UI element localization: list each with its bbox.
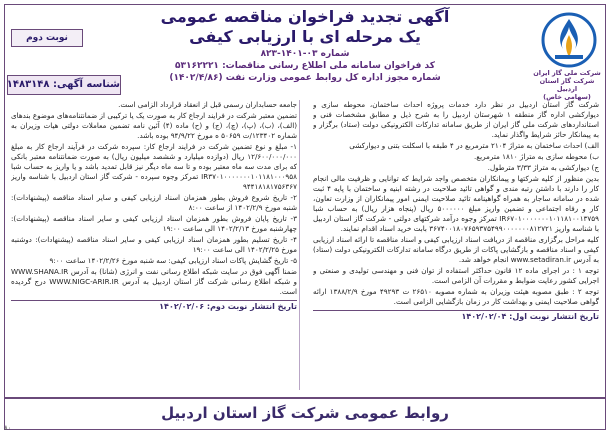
paragraph: ۵- تاریخ گشایش پاکات اسناد ارزیابی کیفی: سه شنبه مورخ ۱۴۰۲/۲/۲۶ ساعت ۹:۰۰ (49, 256, 297, 265)
paragraph: کلیه مراحل برگزاری مناقصه از دریافت اسناد ارزیابی کیفی و اسناد مناقصه تا ارائه اسناد ارزیابی کیفی و اسناد مناقصه و بازگشایی پاکات از طریق درگاه سامانه تدارکات الکترونیکی دولت (ستاد) به آدرس www.setadiran.ir انجام خواهد شد. (313, 235, 599, 264)
paragraph: ۴- تاریخ تسلیم بطور همزمان اسناد ارزیابی کیفی و سایر اسناد مناقصه (پیشنهادات): دوشنبه مورخ ۱۴۰۲/۲/۲۵ الی ساعت ۱۹:۰۰ (11, 235, 297, 254)
paragraph: توجه ۱ : در اجرای ماده ۱۲ قانون حداکثر استفاده از توان فنی و مهندسی تولیدی و صنعتی و اجرایی کشور رعایت ضوابط و مقررات آن الزامی است. (313, 266, 599, 285)
ad-title-line2: یک مرحله ای با ارزیابی کیفی (189, 27, 421, 46)
ad-footer (5, 397, 605, 429)
paragraph: بدین منظور از کلیه شرکتها و پیمانکاران متخصص واجد شرایط که توانایی و ظرفیت مالی انجام کار را دارند با داشتن رتبه مندی و گواهی تائید صلاحیت در رشته ابنیه و ساختمان با پایه ۴ ثبت شده در سامانه ساجار به همراه گواهینامه تائید صلاحیت ایمنی امور پیمانکاران از وزارت تعاون، کار و رفاه اجتماعی و تضمین واریز مبلغ ۵۰۰۰۰۰۰ ریال (پنجاه هزار ریال) به حساب شبا IR۶۷۰۱۰۰۰۰۰۰۰۱۰۱۱۸۱۰۰۱۳۷۵۹ تمرکز وجوه درآمد شرکتهای دولتی - شرکت گاز استان اردبیل با شناسه واریز ۳۶۷۴۰۰۱۸۰۷۶۵۹۳۷۵۴۹۹۰۰۰۰۰۰۰۸۱۲۷۲۱ بابت خرید اسناد اقدام نمایند. (313, 174, 599, 233)
first-publish-date: تاریخ انتشار نوبت اول: ۱۴۰۲/۰۲/۰۴ (313, 310, 599, 322)
paragraph: ۱- مبلغ و نوع تضمین شرکت در فرایند ارجاع کار: سپرده شرکت در فرآیند ارجاع کار به مبلغ ۱۲/۶۰۰/۰۰۰/۰۰۰ ریال (دوازده میلیارد و ششصد میلیون ریال) به صورت ضمانتنامه معتبر بانکی که برای مدت سه ماه معتبر بوده و تا سه ماه دیگر نیز قابل تمدید باشد و یا واریز به حساب شبا IR۳۷۰۱۰۰۰۰۰۰۰۱۰۱۱۸۱۰۰۰۹۵۸ تمرکز وجوه سپرده - شرکت گاز استان اردبیل با شناسه واریز ۹۴۴۱۸۱۸۱۷۵۶۳۶۷ (11, 142, 297, 191)
ad-title-line1: آگهی تجدید فراخوان مناقصه عمومی (160, 7, 450, 26)
right-column (313, 100, 599, 392)
column-divider (299, 100, 300, 390)
paragraph: الف) احداث ساختمان به متراژ ۲۱۰۴ مترمربع در ۴ طبقه با اسکلت بتنی و دیوارکشی (349, 141, 599, 150)
tender-number: شماره ۰۳-۱۴۰۱-۸۲۳ (260, 49, 350, 59)
paragraph: ۲- تاریخ شروع فروش بطور همزمان اسناد ارزیابی کیفی و سایر اسناد مناقصه (پیشنهادات): شنبه مورخ ۱۴۰۲/۲/۹ از ساعت ۸:۰۰ (11, 193, 297, 212)
paragraph: ضمنا آگهی فوق در سایت شبکه اطلاع رسانی نفت و انرژی (شانا) به آدرس WWW.SHANA.IR و شبکه اطلاع رسانی شرکت گاز استان اردبیل به آدرس WWW.NIGC-ARIR.IR درج گردیده است. (11, 267, 297, 296)
paragraph: ب) محوطه سازی به متراژ ۱۸۱۰ مترمربع. (473, 152, 599, 161)
left-column (11, 100, 297, 392)
paragraph: تضمین معتبر شرکت در فرایند ارجاع کار به صورت یک یا ترکیبی از ضمانتنامه‌های موضوع بندهای (الف)، (ب)، (پ)، (چ)، (ج) و (ح) ماده (۴) آئین نامه تضمین معاملات دولتی هیات وزیران به شماره ۱۲۳۴۰۲/ت ۵۰۶۵۹ ه مورخ ۹۴/۹/۲۲ بوده باشد. (11, 111, 297, 140)
setad-code: کد فراخوان سامانه ملی اطلاع رسانی مناقصات: ۵۳۱۶۲۲۲۱ (174, 61, 435, 71)
logo-caption-line2: شرکت گاز استان اردبیل (539, 77, 595, 93)
paragraph: شرکت گاز استان اردبیل در نظر دارد خدمات پروژه احداث ساختمان، محوطه سازی و دیوارکشی اداره گاز منطقه ۱ شهرستان اردبیل را به شرح ذیل و مطابق مشخصات فنی و استانداردهای شرکت ملی گاز ایران از طریق سامانه تدارکات الکترونیکی دولت (ستاد) برگزار و به پیمانکار حائز شرایط واگذار نماید. (313, 100, 599, 139)
page-number: ۸۰ (4, 424, 12, 432)
ad-id-box: شناسه آگهی: ۱۴۸۳۱۴۸ (7, 75, 121, 95)
second-publish-date: تاریخ انتشار نوبت دوم: ۱۴۰۲/۰۲/۰۶ (11, 300, 297, 312)
paragraph: ج) دیوارکشی به متراژ ۳/۳۳ مترطول. (487, 163, 599, 172)
tender-advertisement (4, 4, 606, 430)
permit-number: شماره مجوز اداره کل روابط عمومی وزارت نفت (۱۴۰۲/۴/۸۶) (169, 73, 441, 83)
paragraph: توجه ۲ : طبق مصوبه هیئت وزیران به شماره مصوبه ۲۶۵۱۰ ت ۴۹۲۹۳ مورخ ۱۳۸۸/۲/۹ ارائه گواهی صلاحیت ایمنی و بهداشت کار در زمان بازگشایی الزامی است. (313, 287, 599, 306)
footer-text: روابط عمومی شرکت گاز استان اردبیل (161, 404, 449, 422)
ad-header (5, 5, 605, 101)
ad-body (11, 100, 599, 392)
round-badge: نوبت دوم (11, 29, 83, 47)
logo-caption-line3: (سهامی خاص) (543, 93, 591, 101)
nigc-flame-logo-icon (541, 11, 597, 69)
logo-caption-line1: شرکت ملی گاز ایران (533, 69, 601, 77)
paragraph: ۳- تاریخ پایان فروش بطور همزمان اسناد ارزیابی کیفی و سایر اسناد مناقصه (پیشنهادات): چهارشنبه مورخ ۱۴۰۲/۲/۱۳ الی ساعت ۱۹:۰۰ (11, 214, 297, 233)
paragraph: جامعه حسابداران رسمی قبل از انعقاد قرارداد الزامی است. (118, 100, 297, 109)
logo-caption (531, 69, 603, 101)
